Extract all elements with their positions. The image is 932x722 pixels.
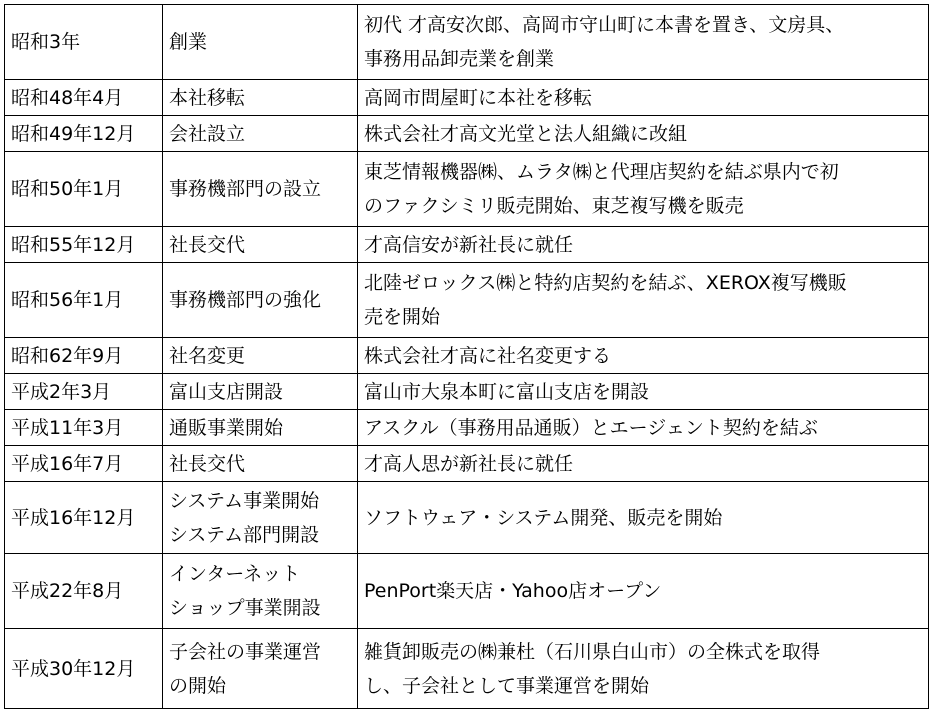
- history-event-cell: 社長交代: [163, 227, 358, 263]
- history-event-cell: 本社移転: [163, 80, 358, 116]
- history-date-cell: 平成30年12月: [5, 629, 163, 709]
- history-date-cell: 昭和48年4月: [5, 80, 163, 116]
- history-date-cell: 平成11年3月: [5, 410, 163, 446]
- history-detail-cell: 株式会社才高に社名変更する: [358, 338, 929, 374]
- history-row: [5, 5, 929, 80]
- history-detail-cell: アスクル（事務用品通販）とエージェント契約を結ぶ: [358, 410, 929, 446]
- history-row: [5, 116, 929, 152]
- history-row: [5, 374, 929, 410]
- history-date-cell: 平成2年3月: [5, 374, 163, 410]
- history-date-cell: 昭和55年12月: [5, 227, 163, 263]
- history-event-cell: 社長交代: [163, 446, 358, 482]
- history-event-cell: 創業: [163, 5, 358, 80]
- history-event-cell: 会社設立: [163, 116, 358, 152]
- history-row: [5, 152, 929, 227]
- history-detail-cell: ソフトウェア・システム開発、販売を開始: [358, 482, 929, 554]
- history-row: [5, 482, 929, 554]
- history-detail-cell: 富山市大泉本町に富山支店を開設: [358, 374, 929, 410]
- history-detail-cell: 雑貨卸販売の㈱兼杜（石川県白山市）の全株式を取得 し、子会社として事業運営を開始: [358, 629, 929, 709]
- history-detail-cell: 才高人思が新社長に就任: [358, 446, 929, 482]
- history-row: [5, 410, 929, 446]
- history-row: [5, 80, 929, 116]
- history-event-cell: 富山支店開設: [163, 374, 358, 410]
- history-row: [5, 446, 929, 482]
- history-detail-cell: 北陸ゼロックス㈱と特約店契約を結ぶ、XEROX複写機販 売を開始: [358, 263, 929, 338]
- history-row: [5, 554, 929, 629]
- history-date-cell: 昭和49年12月: [5, 116, 163, 152]
- history-event-cell: 事務機部門の強化: [163, 263, 358, 338]
- history-date-cell: 平成16年7月: [5, 446, 163, 482]
- history-table-body: [5, 5, 929, 709]
- history-row: [5, 629, 929, 709]
- history-detail-cell: PenPort楽天店・Yahoo店オープン: [358, 554, 929, 629]
- company-history-table: [4, 4, 929, 709]
- history-event-cell: 子会社の事業運営 の開始: [163, 629, 358, 709]
- history-date-cell: 昭和3年: [5, 5, 163, 80]
- history-date-cell: 昭和50年1月: [5, 152, 163, 227]
- history-event-cell: 事務機部門の設立: [163, 152, 358, 227]
- history-row: [5, 338, 929, 374]
- history-date-cell: 平成22年8月: [5, 554, 163, 629]
- history-detail-cell: 初代 才高安次郎、高岡市守山町に本書を置き、文房具、 事務用品卸売業を創業: [358, 5, 929, 80]
- history-event-cell: 社名変更: [163, 338, 358, 374]
- history-row: [5, 227, 929, 263]
- history-event-cell: 通販事業開始: [163, 410, 358, 446]
- history-detail-cell: 株式会社才高文光堂と法人組織に改組: [358, 116, 929, 152]
- history-date-cell: 昭和56年1月: [5, 263, 163, 338]
- history-detail-cell: 高岡市問屋町に本社を移転: [358, 80, 929, 116]
- history-event-cell: インターネット ショップ事業開設: [163, 554, 358, 629]
- history-detail-cell: 東芝情報機器㈱、ムラタ㈱と代理店契約を結ぶ県内で初 のファクシミリ販売開始、東芝複写機を販売: [358, 152, 929, 227]
- history-event-cell: システム事業開始 システム部門開設: [163, 482, 358, 554]
- history-date-cell: 昭和62年9月: [5, 338, 163, 374]
- history-date-cell: 平成16年12月: [5, 482, 163, 554]
- history-row: [5, 263, 929, 338]
- history-detail-cell: 才高信安が新社長に就任: [358, 227, 929, 263]
